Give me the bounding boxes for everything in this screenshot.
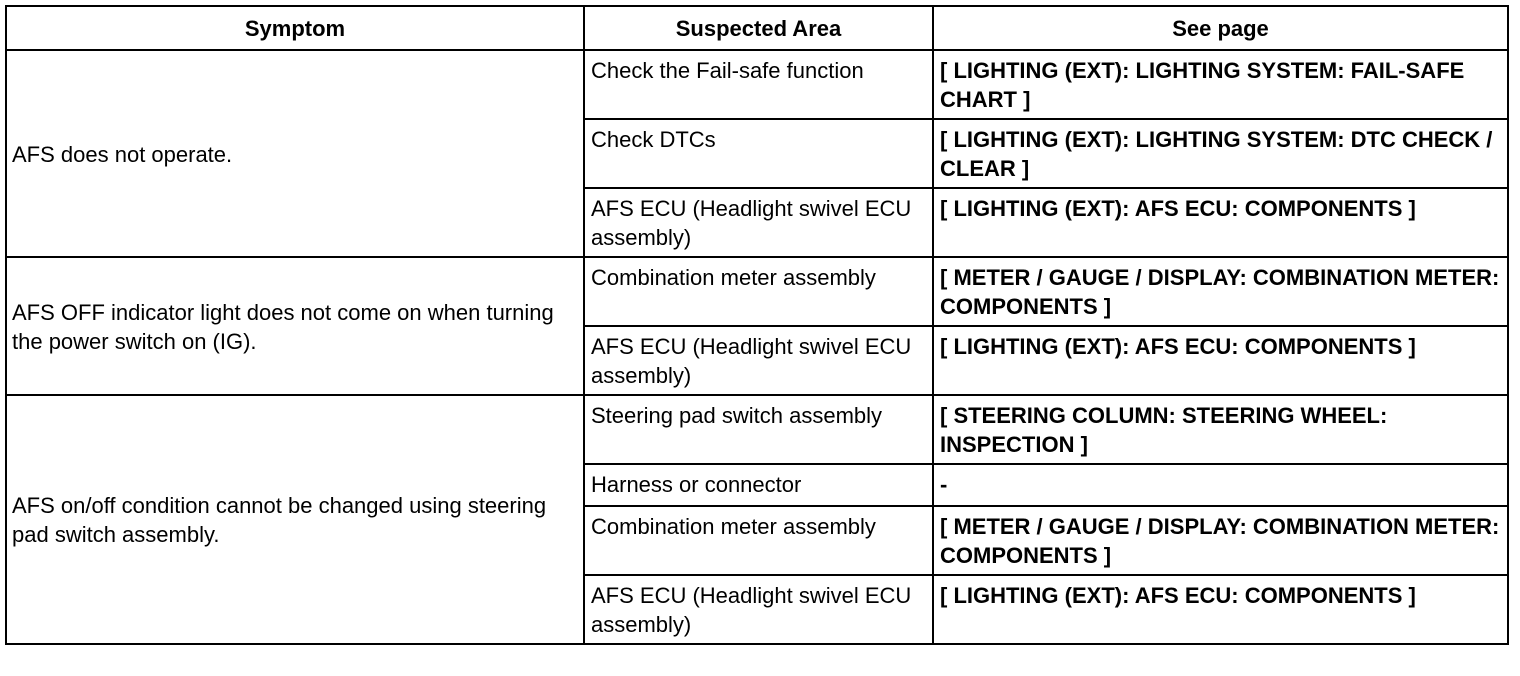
problem-symptoms-table bbox=[5, 5, 1509, 645]
see-page-cell: [ STEERING COLUMN: STEERING WHEEL: INSPECTION ] bbox=[933, 395, 1508, 464]
suspected-area-cell: Check DTCs bbox=[584, 119, 933, 188]
symptom-cell: AFS does not operate. bbox=[6, 50, 584, 257]
suspected-area-cell: Combination meter assembly bbox=[584, 506, 933, 575]
see-page-cell: [ LIGHTING (EXT): LIGHTING SYSTEM: FAIL-SAFE CHART ] bbox=[933, 50, 1508, 119]
table-row bbox=[6, 50, 1508, 119]
see-page-cell: [ LIGHTING (EXT): AFS ECU: COMPONENTS ] bbox=[933, 188, 1508, 257]
symptom-cell: AFS on/off condition cannot be changed using steering pad switch assembly. bbox=[6, 395, 584, 644]
suspected-area-cell: AFS ECU (Headlight swivel ECU assembly) bbox=[584, 575, 933, 644]
suspected-area-cell: Harness or connector bbox=[584, 464, 933, 506]
header-symptom: Symptom bbox=[6, 6, 584, 50]
suspected-area-cell: AFS ECU (Headlight swivel ECU assembly) bbox=[584, 188, 933, 257]
symptom-cell: AFS OFF indicator light does not come on when turning the power switch on (IG). bbox=[6, 257, 584, 395]
table-header bbox=[6, 6, 1508, 50]
table-row bbox=[6, 257, 1508, 326]
table-body bbox=[6, 50, 1508, 644]
see-page-cell: - bbox=[933, 464, 1508, 506]
header-row bbox=[6, 6, 1508, 50]
see-page-cell: [ LIGHTING (EXT): AFS ECU: COMPONENTS ] bbox=[933, 326, 1508, 395]
see-page-cell: [ METER / GAUGE / DISPLAY: COMBINATION METER: COMPONENTS ] bbox=[933, 257, 1508, 326]
header-suspected-area: Suspected Area bbox=[584, 6, 933, 50]
see-page-cell: [ LIGHTING (EXT): AFS ECU: COMPONENTS ] bbox=[933, 575, 1508, 644]
suspected-area-cell: AFS ECU (Headlight swivel ECU assembly) bbox=[584, 326, 933, 395]
table-row bbox=[6, 395, 1508, 464]
see-page-cell: [ METER / GAUGE / DISPLAY: COMBINATION METER: COMPONENTS ] bbox=[933, 506, 1508, 575]
suspected-area-cell: Steering pad switch assembly bbox=[584, 395, 933, 464]
suspected-area-cell: Check the Fail-safe function bbox=[584, 50, 933, 119]
suspected-area-cell: Combination meter assembly bbox=[584, 257, 933, 326]
see-page-cell: [ LIGHTING (EXT): LIGHTING SYSTEM: DTC CHECK / CLEAR ] bbox=[933, 119, 1508, 188]
header-see-page: See page bbox=[933, 6, 1508, 50]
